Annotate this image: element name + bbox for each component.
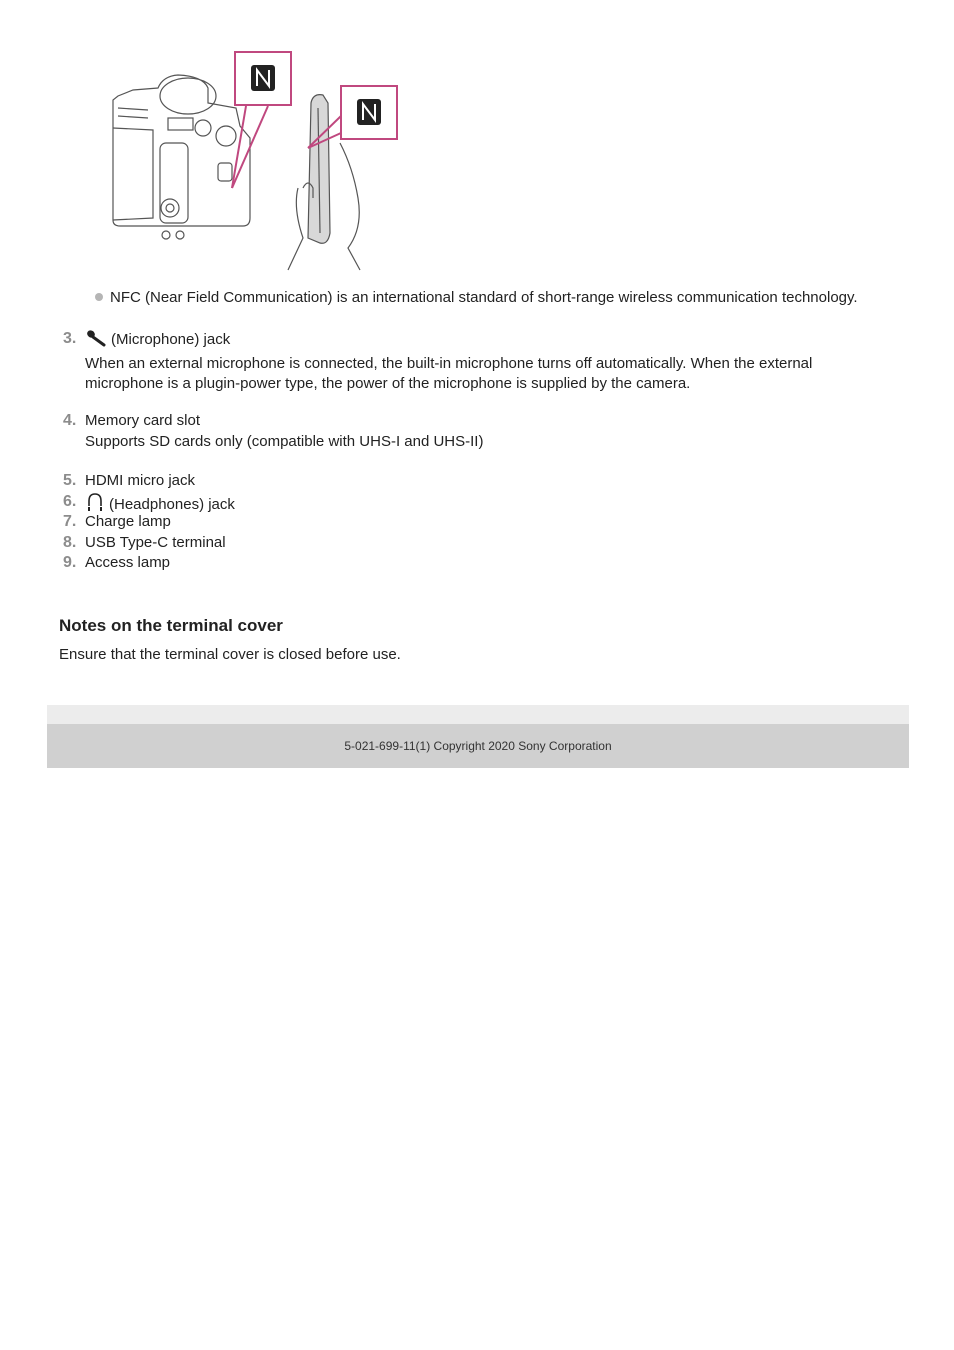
nfc-note	[95, 289, 858, 307]
item-label: (Headphones) jack	[109, 496, 235, 513]
item-label: USB Type-C terminal	[85, 534, 226, 551]
microphone-icon	[85, 329, 107, 353]
nfc-callout-camera	[232, 52, 291, 188]
footer-divider	[47, 705, 909, 724]
nfc-note-text: NFC (Near Field Communication) is an international standard of short-range wireless communication technology.	[110, 289, 858, 306]
item-number: 5.	[63, 472, 77, 489]
footer	[47, 724, 909, 768]
item-number: 3.	[63, 330, 77, 347]
item-description: Supports SD cards only (compatible with UHS-I and UHS-II)	[85, 433, 484, 450]
item-label: Memory card slot	[85, 412, 201, 429]
nfc-illustration	[108, 48, 408, 273]
notes-text: Ensure that the terminal cover is closed before use.	[59, 646, 401, 663]
item-number: 4.	[63, 412, 77, 429]
item-number: 8.	[63, 534, 77, 551]
item-label: HDMI micro jack	[85, 472, 196, 489]
bullet-icon	[95, 293, 103, 301]
item-label: Access lamp	[85, 554, 171, 571]
item-label: (Microphone) jack	[111, 331, 231, 348]
item-number: 7.	[63, 513, 77, 530]
item-label: Charge lamp	[85, 513, 171, 530]
item-description: When an external microphone is connected, the built-in microphone turns off automatically. When the external microphone is a plugin-power type, the power of the microphone is supplied by the camera.	[85, 355, 813, 392]
notes-heading: Notes on the terminal cover	[59, 616, 283, 635]
copyright-text: 5-021-699-11(1) Copyright 2020 Sony Corporation	[344, 739, 612, 753]
item-number: 9.	[63, 554, 77, 571]
item-number: 6.	[63, 493, 77, 510]
camera-illustration	[113, 75, 250, 239]
